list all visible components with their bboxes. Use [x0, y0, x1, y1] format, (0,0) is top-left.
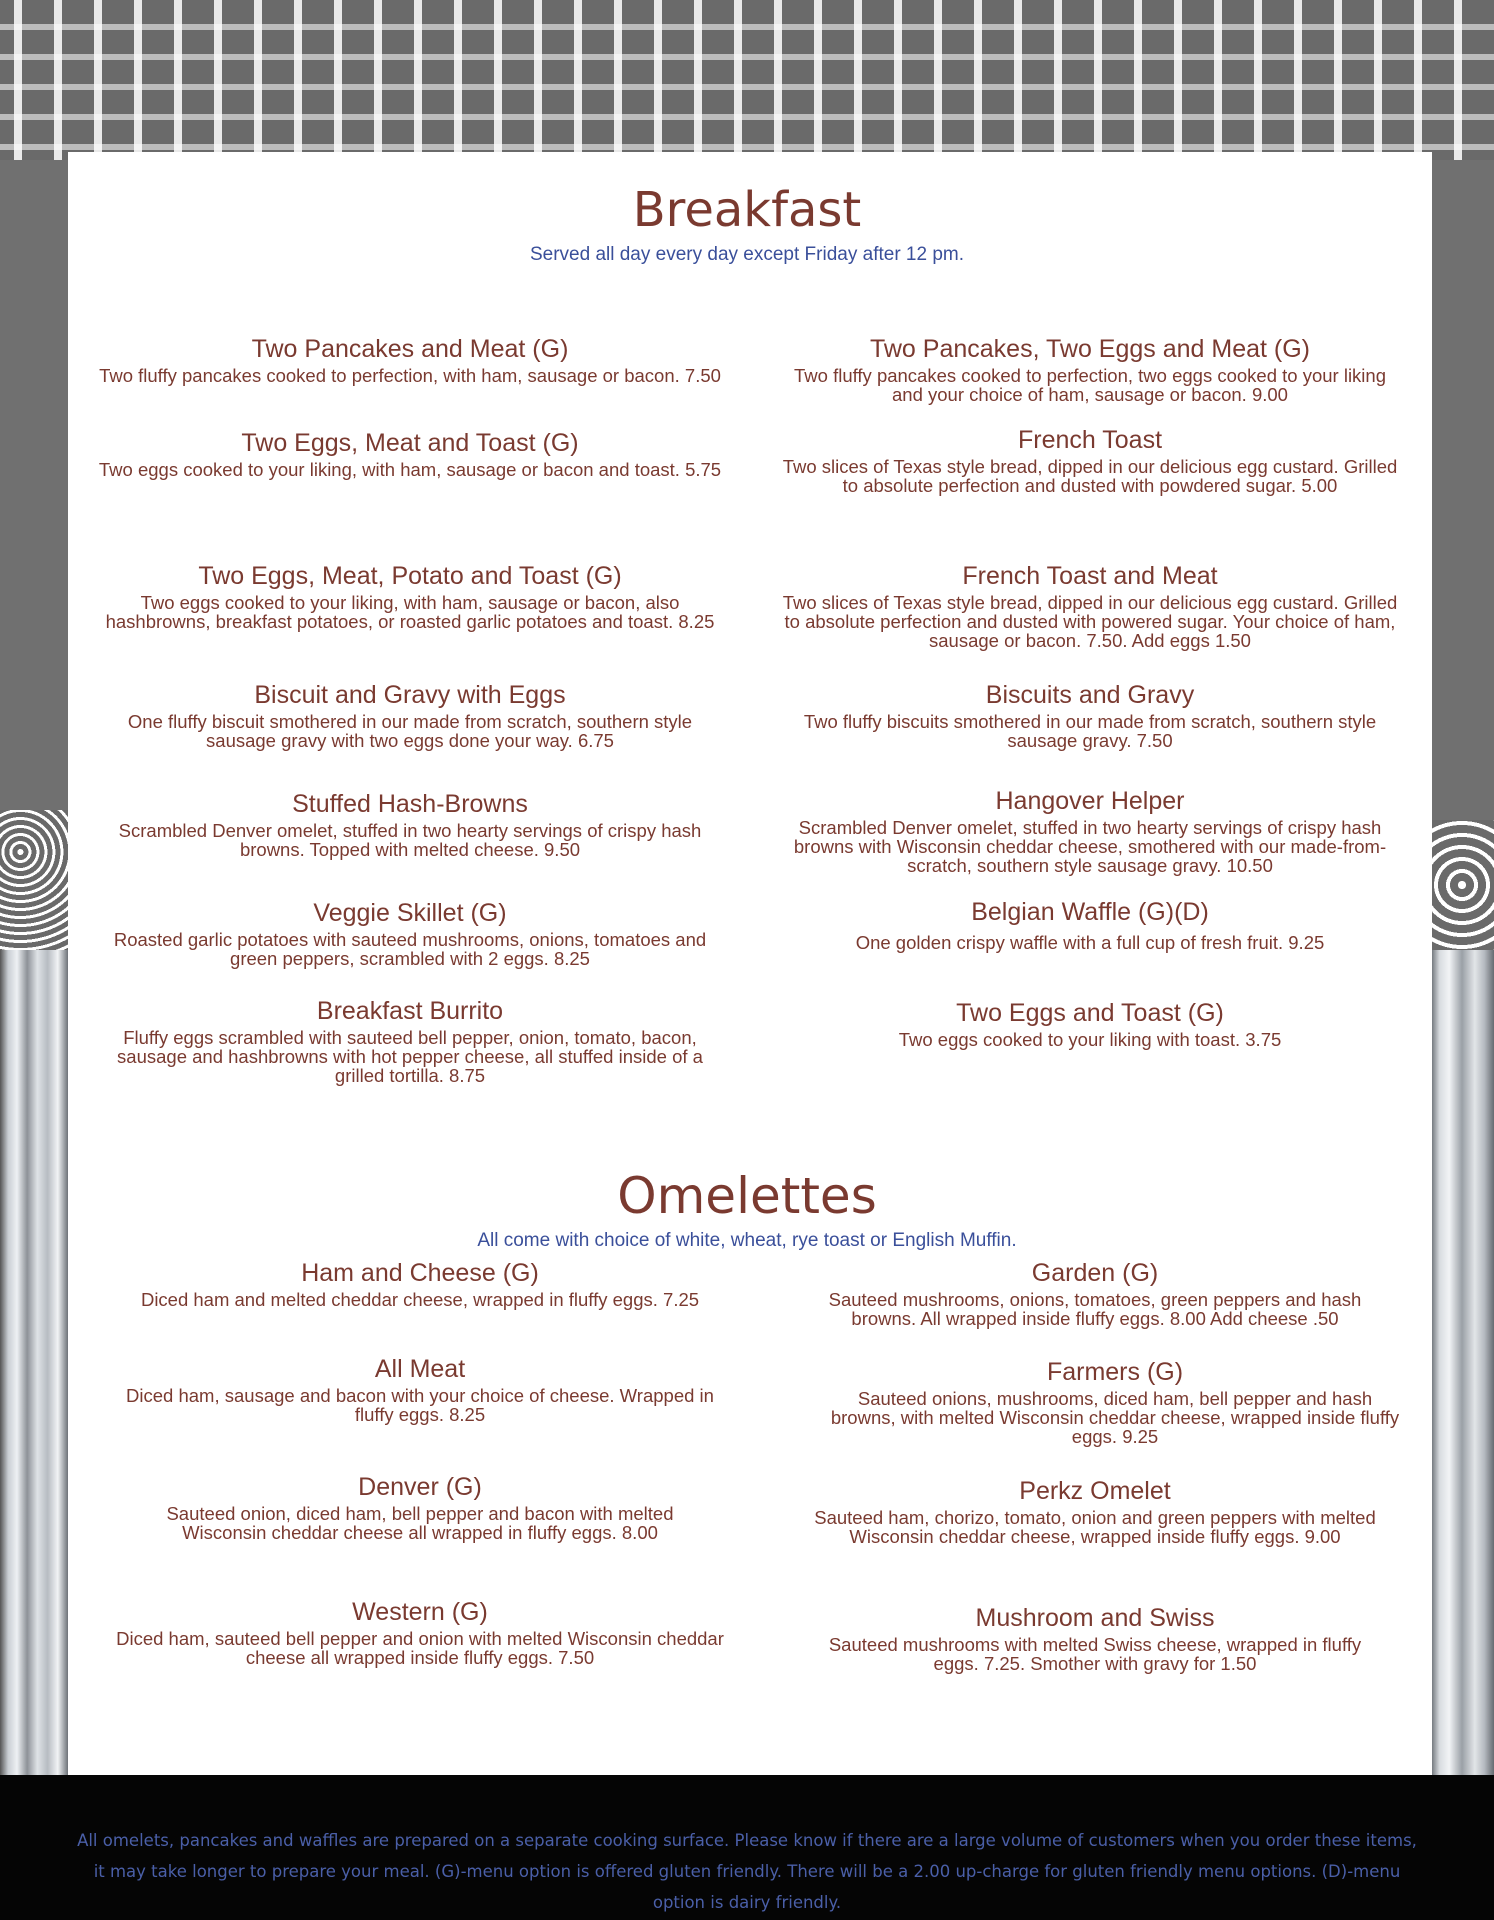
decorative-pattern-right — [1430, 820, 1494, 950]
item-name: Mushroom and Swiss — [975, 1604, 1215, 1632]
item-name: Farmers (G) — [1046, 1358, 1184, 1386]
item-name: Two Eggs, Meat and Toast (G) — [241, 429, 579, 457]
item-description: Sauteed onions, mushrooms, diced ham, bell pepper and hash browns, with melted Wisconsin cheddar cheese, wrapped inside fluffy eggs. 9.25 — [830, 1388, 1400, 1447]
item-name: Two Eggs and Toast (G) — [956, 999, 1224, 1027]
item-name: Veggie Skillet (G) — [313, 899, 507, 927]
item-description: Scrambled Denver omelet, stuffed in two hearty servings of crispy hash browns with Wisconsin cheddar cheese, smothered with our made-from-scratch, southern style sausage gravy. 10.50 — [793, 817, 1387, 876]
menu-item — [810, 1258, 1380, 1328]
menu-item — [780, 334, 1400, 404]
menu-item — [110, 1597, 730, 1667]
menu-item — [780, 425, 1400, 495]
menu-item — [95, 334, 725, 385]
decorative-pattern-left — [0, 810, 68, 950]
item-description: Sauteed mushrooms, onions, tomatoes, green peppers and hash browns. All wrapped inside fluffy eggs. 8.00 Add cheese .50 — [828, 1289, 1362, 1329]
menu-item — [780, 561, 1400, 650]
menu-item — [95, 680, 725, 750]
item-name: Ham and Cheese (G) — [301, 1259, 539, 1287]
item-name: Breakfast Burrito — [316, 997, 504, 1025]
item-description: Two slices of Texas style bread, dipped in our delicious egg custard. Grilled to absolute perfection and dusted with powdered sugar. 5.00 — [782, 456, 1398, 496]
menu-item — [120, 1354, 720, 1424]
footer-note: All omelets, pancakes and waffles are prepared on a separate cooking surface. Please know if there are a large volume of customers when you order these items, it may take longer to prepare your meal. (G)-menu option is offered gluten friendly. There will be a 2.00 up-charge for gluten friendly menu options. (D)-menu option is dairy friendly. — [77, 1831, 1417, 1912]
item-name: Denver (G) — [358, 1473, 482, 1501]
item-name: Two Pancakes and Meat (G) — [251, 335, 569, 363]
item-name: Hangover Helper — [995, 787, 1185, 815]
item-name: All Meat — [374, 1355, 466, 1383]
omelettes-subtitle: All come with choice of white, wheat, rye toast or English Muffin. — [477, 1230, 1017, 1251]
item-description: Two eggs cooked to your liking with toast. 3.75 — [898, 1029, 1282, 1050]
footer-bar — [0, 1775, 1494, 1920]
item-description: Diced ham, sausage and bacon with your choice of cheese. Wrapped in fluffy eggs. 8.25 — [126, 1385, 714, 1425]
decorative-pattern-band — [0, 0, 1494, 160]
menu-item — [780, 897, 1400, 952]
menu-item — [780, 680, 1400, 750]
item-description: One fluffy biscuit smothered in our made from scratch, southern style sausage gravy with two eggs done your way. 6.75 — [127, 711, 693, 751]
menu-item — [810, 1476, 1380, 1546]
item-name: Belgian Waffle (G)(D) — [971, 898, 1209, 926]
item-description: Fluffy eggs scrambled with sauteed bell pepper, onion, tomato, bacon, sausage and hashbrowns with hot pepper cheese, all stuffed inside of a grilled tortilla. 8.75 — [117, 1027, 703, 1086]
menu-item — [830, 1357, 1400, 1446]
item-description: Scrambled Denver omelet, stuffed in two hearty servings of crispy hash browns. Topped with melted cheese. 9.50 — [118, 820, 702, 860]
menu-item — [780, 786, 1400, 875]
item-description: Two fluffy pancakes cooked to perfection, two eggs cooked to your liking and your choice of ham, sausage or bacon. 9.00 — [794, 365, 1386, 405]
item-name: Stuffed Hash-Browns — [292, 790, 528, 818]
item-name: Two Eggs, Meat, Potato and Toast (G) — [198, 562, 622, 590]
item-name: Biscuit and Gravy with Eggs — [254, 681, 566, 709]
item-name: Western (G) — [352, 1598, 488, 1626]
item-name: Two Pancakes, Two Eggs and Meat (G) — [869, 335, 1311, 363]
menu-item — [780, 998, 1400, 1049]
menu-item — [105, 1258, 735, 1309]
menu-item — [90, 898, 730, 968]
item-name: Biscuits and Gravy — [985, 681, 1195, 709]
item-description: Two eggs cooked to your liking, with ham, sausage or bacon and toast. 5.75 — [98, 459, 722, 480]
decorative-metal-left — [0, 950, 68, 1775]
menu-item — [95, 789, 725, 859]
menu-item — [95, 561, 725, 631]
menu-item — [95, 428, 725, 479]
item-description: Diced ham and melted cheddar cheese, wrapped in fluffy eggs. 7.25 — [140, 1289, 700, 1310]
item-description: Two slices of Texas style bread, dipped in our delicious egg custard. Grilled to absolute perfection and dusted with powered sugar. Your choice of ham, sausage or bacon. 7.50. Add eggs 1.50 — [782, 592, 1398, 651]
decorative-metal-right — [1430, 950, 1494, 1775]
item-description: Diced ham, sauteed bell pepper and onion with melted Wisconsin cheddar cheese all wrapped inside fluffy eggs. 7.50 — [116, 1628, 724, 1668]
item-name: French Toast — [1017, 426, 1163, 454]
item-description: Two eggs cooked to your liking, with ham, sausage or bacon, also hashbrowns, breakfast potatoes, or roasted garlic potatoes and toast. 8.25 — [105, 592, 715, 632]
item-name: Garden (G) — [1031, 1259, 1159, 1287]
breakfast-title: Breakfast — [632, 182, 862, 238]
item-description: One golden crispy waffle with a full cup of fresh fruit. 9.25 — [855, 932, 1325, 953]
item-description: Roasted garlic potatoes with sauteed mushrooms, onions, tomatoes and green peppers, scrambled with 2 eggs. 8.25 — [113, 929, 707, 969]
item-description: Two fluffy pancakes cooked to perfection, with ham, sausage or bacon. 7.50 — [99, 365, 721, 386]
breakfast-subtitle: Served all day every day except Friday after 12 pm. — [529, 244, 965, 265]
item-description: Sauteed mushrooms with melted Swiss cheese, wrapped in fluffy eggs. 7.25. Smother with gravy for 1.50 — [828, 1634, 1362, 1674]
item-name: Perkz Omelet — [1019, 1477, 1171, 1505]
item-description: Two fluffy biscuits smothered in our made from scratch, southern style sausage gravy. 7.50 — [803, 711, 1377, 751]
menu-item — [90, 996, 730, 1085]
omelettes-title: Omelettes — [617, 1167, 877, 1225]
menu-item — [810, 1603, 1380, 1673]
item-name: French Toast and Meat — [962, 562, 1218, 590]
item-description: Sauteed ham, chorizo, tomato, onion and green peppers with melted Wisconsin cheddar cheese, wrapped inside fluffy eggs. 9.00 — [814, 1507, 1376, 1547]
item-description: Sauteed onion, diced ham, bell pepper and bacon with melted Wisconsin cheddar cheese all wrapped in fluffy eggs. 8.00 — [166, 1503, 674, 1543]
menu-item — [130, 1472, 710, 1542]
